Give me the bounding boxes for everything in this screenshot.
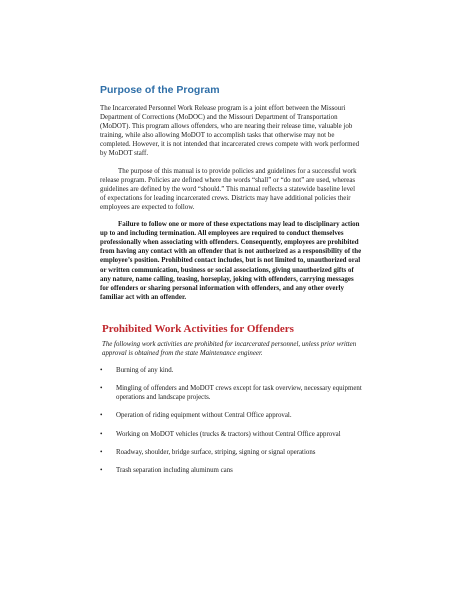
list-item [100, 366, 362, 375]
purpose-paragraph-1: The Incarcerated Personnel Work Release program is a joint effort between the Missouri Department of Corrections (MoDOC) and the Missouri Department of Transportation (MoDOT). This program allows offenders, who are nearing their release time, valuable job training, while also allowing MoDOT to accomplish tasks that otherwise may not be completed. However, it is not intended that incarcerated crews compete with work performed by MoDOT staff. [100, 105, 360, 158]
list-item [100, 384, 362, 402]
bullet-icon: • [100, 448, 103, 457]
list-item [100, 430, 362, 439]
purpose-title: Purpose of the Program [100, 84, 220, 96]
bullet-icon: • [100, 365, 103, 374]
bullet-icon: • [100, 429, 103, 438]
bullet-icon: • [100, 411, 103, 420]
list-item-text: Operation of riding equipment without Central Office approval. [116, 412, 292, 420]
list-item-text: Mingling of offenders and MoDOT crews except for task overview, necessary equipment operations and landscape projects. [116, 385, 362, 402]
list-item-text: Burning of any kind. [116, 366, 174, 374]
list-item-text: Roadway, shoulder, bridge surface, striping, signing or signal operations [116, 449, 316, 457]
prohibited-intro: The following work activities are prohibited for incarcerated personnel, unless prior written approval is obtained from the state Maintenance engineer. [102, 340, 357, 357]
purpose-paragraph-2: The purpose of this manual is to provide policies and guidelines for a successful work release program. Policies are defined where the words “shall” or “do not” are used, whereas guidelines are defined by the word “should.” This manual reflects a statewide baseline level of expectations for leading incarcerated crews. Districts may have additional policies their employees are expected to follow. [100, 167, 357, 211]
bullet-icon: • [100, 384, 103, 393]
list-item [100, 448, 362, 457]
list-item-text: Trash separation including aluminum cans [116, 467, 233, 475]
bullet-icon: • [100, 466, 103, 475]
list-item-text: Working on MoDOT vehicles (trucks & tractors) without Central Office approval [116, 430, 341, 438]
list-item [100, 466, 362, 475]
document-page [100, 84, 362, 485]
purpose-paragraph-3: Failure to follow one or more of these expectations may lead to disciplinary action up to and including termination. All employees are required to conduct themselves professionally when associating with offenders. Consequently, employees are prohibited from having any contact with an offender that is not authorized as a responsibility of the employee’s position. Prohibited contact includes, but is not limited to, unauthorized oral or written communication, business or social associations, giving unauthorized gifts of any nature, name calling, teasing, horseplay, joking with offenders, carrying messages for offenders or sharing personal information with offenders, and any other overly familiar act with an offender. [100, 221, 362, 301]
prohibited-title: Prohibited Work Activities for Offenders [102, 322, 294, 335]
list-item [100, 411, 362, 420]
prohibited-list [100, 366, 362, 475]
